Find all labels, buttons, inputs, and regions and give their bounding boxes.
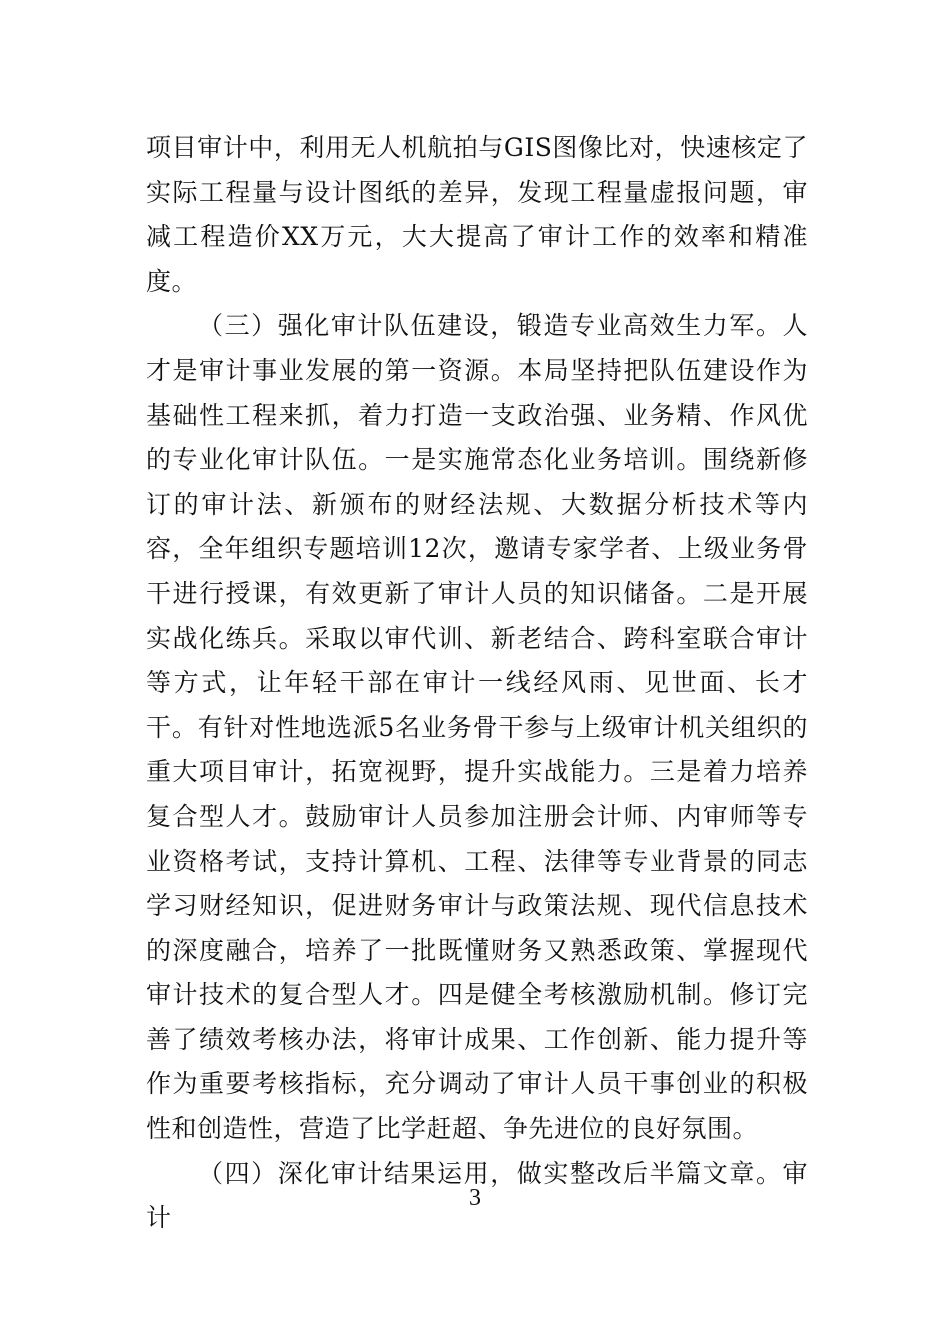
document-body [146,126,808,1241]
paragraph-section-three: （三）强化审计队伍建设，锻造专业高效生力军。人才是审计事业发展的第一资源。本局坚持把队伍建设作为基础性工程来抓，着力打造一支政治强、业务精、作风优的专业化审计队伍。一是实施常态化业务培训。围绕新修订的审计法、新颁布的财经法规、大数据分析技术等内容，全年组织专题培训12次，邀请专家学者、上级业务骨干进行授课，有效更新了审计人员的知识储备。二是开展实战化练兵。采取以审代训、新老结合、跨科室联合审计等方式，让年轻干部在审计一线经风雨、见世面、长才干。有针对性地选派5名业务骨干参与上级审计机关组织的重大项目审计，拓宽视野，提升实战能力。三是着力培养复合型人才。鼓励审计人员参加注册会计师、内审师等专业资格考试，支持计算机、工程、法律等专业背景的同志学习财经知识，促进财务审计与政策法规、现代信息技术的深度融合，培养了一批既懂财务又熟悉政策、掌握现代审计技术的复合型人才。四是健全考核激励机制。修订完善了绩效考核办法，将审计成果、工作创新、能力提升等作为重要考核指标，充分调动了审计人员干事创业的积极性和创造性，营造了比学赶超、争先进位的良好氛围。 [146,311,808,1144]
paragraph-section-four: （四）深化审计结果运用，做实整改后半篇文章。审计 [146,1158,808,1233]
page-number: 3 [469,1185,481,1211]
paragraph-continued: 项目审计中，利用无人机航拍与GIS图像比对，快速核定了实际工程量与设计图纸的差异，发现工程量虚报问题，审减工程造价XX万元，大大提高了审计工作的效率和精准度。 [146,133,808,296]
